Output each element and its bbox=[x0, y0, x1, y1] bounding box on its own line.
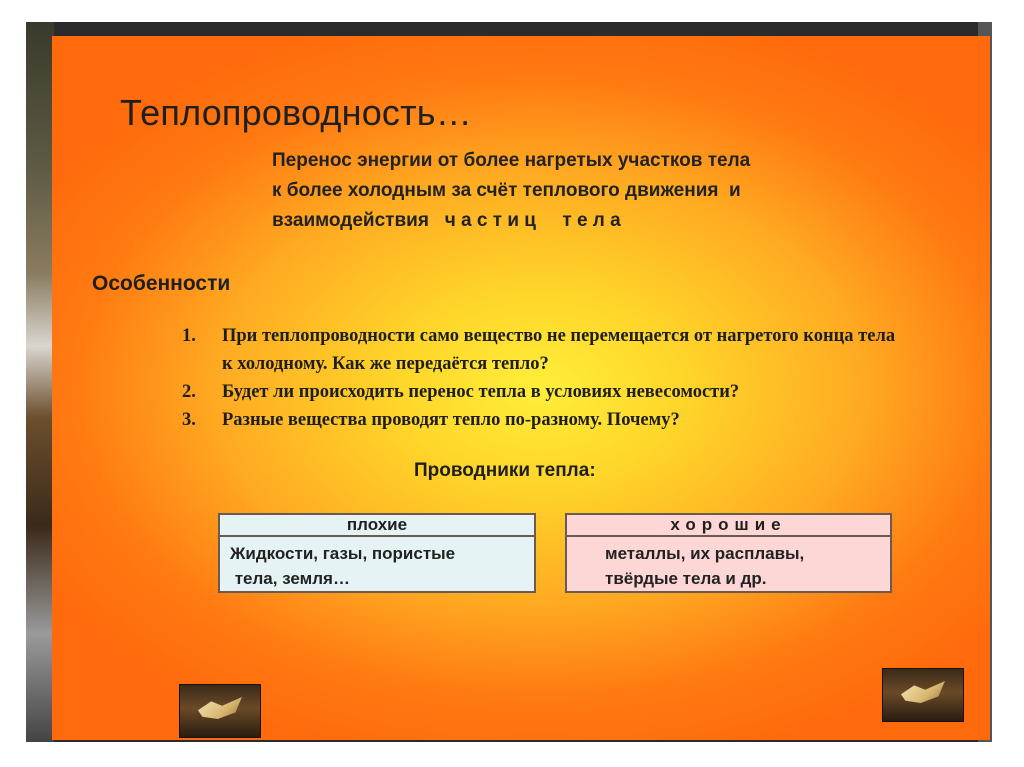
definition bbox=[272, 146, 912, 236]
poor-conductors-label: плохие bbox=[220, 515, 534, 537]
definition-line: Перенос энергии от более нагретых участков тела bbox=[272, 150, 751, 171]
feature-text: Будет ли происходить перенос тепла в условиях невесомости? bbox=[222, 382, 740, 402]
feature-item bbox=[182, 322, 902, 378]
next-slide-icon bbox=[901, 681, 945, 703]
good-conductors-box bbox=[565, 513, 892, 593]
features-list bbox=[182, 322, 902, 434]
feature-item bbox=[182, 378, 902, 406]
feature-number: 2. bbox=[182, 382, 196, 402]
background-thumbnails bbox=[26, 22, 54, 742]
features-heading: Особенности bbox=[92, 272, 231, 295]
next-slide-button[interactable] bbox=[882, 668, 964, 722]
feature-number: 1. bbox=[182, 326, 196, 346]
poor-conductors-line: тела, земля… bbox=[230, 569, 350, 588]
good-conductors-line: металлы, их расплавы, bbox=[605, 544, 805, 563]
slide-title: Теплопроводность… bbox=[120, 92, 472, 133]
poor-conductors-list bbox=[220, 537, 534, 591]
feature-number: 3. bbox=[182, 410, 196, 430]
feature-text: Разные вещества проводят тепло по-разному. Почему? bbox=[222, 410, 680, 430]
good-conductors-list bbox=[567, 537, 890, 591]
conductors-heading: Проводники тепла: bbox=[414, 460, 596, 481]
definition-line: взаимодействия ч а с т и ц т е л а bbox=[272, 210, 621, 231]
poor-conductors-box bbox=[218, 513, 536, 593]
feature-text: При теплопроводности само вещество не перемещается от нагретого конца тела к холодному. Как же передаётся тепло? bbox=[222, 326, 896, 374]
definition-line: к более холодным за счёт теплового движения и bbox=[272, 180, 741, 201]
prev-slide-button[interactable] bbox=[179, 684, 261, 738]
feature-item bbox=[182, 406, 902, 434]
poor-conductors-line: Жидкости, газы, пористые bbox=[230, 544, 456, 563]
good-conductors-line: твёрдые тела и др. bbox=[605, 569, 767, 588]
good-conductors-label: хорошие bbox=[567, 515, 890, 537]
slide bbox=[52, 36, 990, 740]
prev-slide-icon bbox=[198, 697, 242, 719]
